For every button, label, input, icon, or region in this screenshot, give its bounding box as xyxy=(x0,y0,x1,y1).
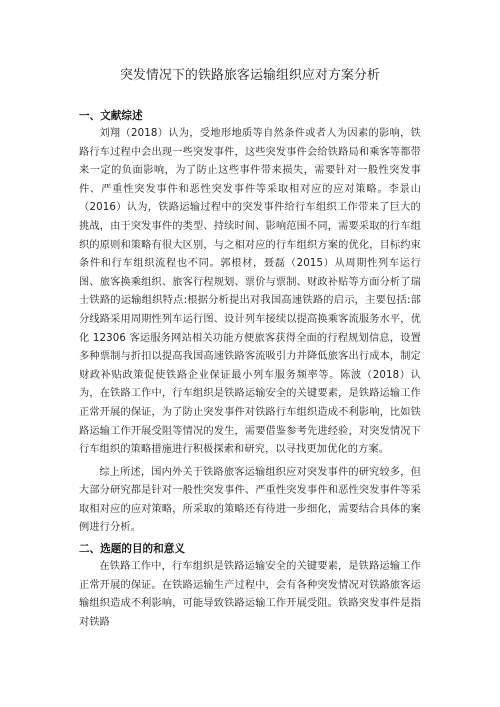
paragraph-literature-review-2: 综上所述，国内外关于铁路旅客运输组织应对突发事件的研究较多，但大部分研究都是针对一般性突发事件、严重性突发事件和恶性突发事件等采取相对应的应对策略，所采取的策略还有待进一步细化，需要结合具体的案例进行分析。 xyxy=(79,466,421,534)
paragraph-purpose-significance-1: 在铁路工作中，行车组织是铁路运输安全的关键要素，是铁路运输工作正常开展的保证。在铁路运输生产过程中，会有各种突发情况对铁路旅客运输组织造成不利影响，可能导致铁路运输工作开展受阻。铁路突发事件是指对铁路 xyxy=(79,561,421,628)
document-title: 突发情况下的铁路旅客运输组织应对方案分析 xyxy=(120,68,380,83)
section-heading-literature-review: 一、文献综述 xyxy=(79,110,143,122)
section-heading-purpose-significance: 二、选题的目的和意义 xyxy=(79,543,185,556)
paragraph-literature-review-1: 刘翔（2018）认为，受地形地质等自然条件或者人为因素的影响，铁路行车过程中会出现一些突发事件，这些突发事件会给铁路局和乘客等都带来一定的负面影响，为了防止这些事件带来损失，需要针对一般性突发事件、严重性突发事件和恶性突发事件等采取相对应的应对策略。李景山（2016）认为，铁路运输过程中的突发事件给行车组织工作带来了巨大的挑战，由于突发事件的类型、持续时间、影响范围不同，需要采取的行车组织的原则和策略有很大区别，与之相对应的行车组织方案的优化，目标约束条件和行车组织流程也不同。郭根材，聂磊（2015）从周期性列车运行图、旅客换乘组织、旅客行程规划、票价与票制、财政补贴等方面分析了瑞士铁路的运输组织特点:根据分析提出对我国高速铁路的启示，主要包括:部分线路采用周期性列车运行图、设计列车接续以提高换乘客流服务水平，优化 12306 客运服务网站相关功能方便旅客获得全面的行程规划信息，设置多种票制与折扣以提高我国高速铁路客流吸引力并降低旅客出行成本，制定财政补贴政策促使铁路企业保证最小列车服务频率等。陈波（2018）认为，在铁路工作中，行车组织是铁路运输安全的关键要素，是铁路运输工作正常开展的保证，为了防止突发事件对铁路行车组织造成不利影响，比如铁路运输工作开展受阻等情况的发生，需要借鉴参考先进经验，对突发情况下行车组织的策略措施进行积极探索和研究，以寻找更加优化的方案。 xyxy=(79,128,421,456)
